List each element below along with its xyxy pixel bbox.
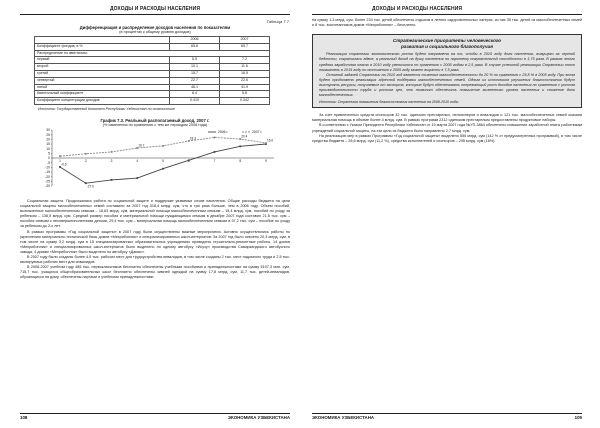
box-source: Источник: Стратегия повышения благосостояния населения на 2008-2010 годы <box>319 100 459 105</box>
table-row-label: Коэффициент концентрации доходов <box>35 98 170 105</box>
y-tick-label: 30 <box>46 128 50 133</box>
table-header-cell <box>35 37 170 44</box>
box-title-line-1: Стратегические приоритеты человеческого <box>392 38 502 44</box>
x-tick-label: 8 <box>239 158 242 163</box>
table-row <box>35 98 270 105</box>
box-title-line-2: развития и социального благополучия <box>400 43 494 49</box>
table-row-label: четвертый <box>35 77 170 84</box>
table-row <box>35 50 270 57</box>
y-tick-label: 15 <box>46 142 50 147</box>
table-row <box>35 84 270 91</box>
y-tick-label: -25 <box>45 179 50 184</box>
paragraph-2: В рамках программы «Год социальной защиты» в 2007 году были осуществлены важные мероприятия. Активно осуществлялись работы по укреплению материально-технической базы домов «Мехрибонлик» и специализированных школ-интернатов. За 2007 год было освоено 20,3 млрд. сум, в том числе на сумму 3,2 млрд. сум в 15 специализированных образовательных учреждениях проведены строительно-ремонтные работы, 14 домов «Мехрибонлик» и специализированных школ-интернатов было выделено по одному автобусу «Исузу» производства Самаркандского автобусного завода, 4 домам «Мехрибонлик» было выделено по автобусу «Дамас». <box>20 229 290 254</box>
chart-subtitle: (% изменения по сравнению с тем же периодом 2006 года) <box>102 122 208 127</box>
table-row-label: третий <box>35 70 170 77</box>
table-cell: 8.4 <box>170 91 220 98</box>
x-tick-label: 9 <box>265 158 267 163</box>
right-page <box>300 0 600 428</box>
data-point <box>59 155 61 157</box>
series-line-2006 <box>60 144 266 183</box>
table-row <box>35 77 270 84</box>
x-tick-label: 5 <box>162 158 164 163</box>
table-row-label: Распределение по квинтилям: <box>35 50 270 57</box>
box-paragraph-2: Основной задачей Стратегии на 2010 год является снижение малообеспеченности до 20 % по сравнению с 25,8 % в 2005 году. При этом будет продолжена реализация адресной поддержки малообеспеченных семей. Одним из источников улучшения благосостояния будут выступать ресурсы, получаемые от экспорта, которые будут обеспечивать опережающий рост доходов населения по сравнению с ростом производительности труда и ростом цен, что позволит обеспечить повышение жизненного уровня населения и снижение доли малообеспеченных. <box>319 72 575 98</box>
data-point <box>111 179 113 181</box>
table-cell: 15.7 <box>170 70 220 77</box>
y-tick-label: 10 <box>46 146 50 151</box>
y-tick-label: 20 <box>46 137 50 142</box>
right-page-number: 109 <box>574 415 582 420</box>
table-row <box>35 57 270 64</box>
data-label: 18.3 <box>189 136 196 141</box>
x-tick-label: 4 <box>136 158 139 163</box>
data-point <box>85 153 87 155</box>
box-paragraph-1: Реализация стратегии экономического роста будет направлена на то, чтобы в 2015 году доля населения, живущего за чертой бедности, сократилась вдвое, а реальный доход на душу населения по паритету покупательной способности в 1,75 раза. В рамках этого средняя заработная плата в 2010 году увеличится по сравнению с 2005 годом в 2,5 раза. В случае успешной реализации Стратегии этот показатель в 2015 году по отношению к 2005 году может вырасти в 7,5 раза. <box>319 52 575 72</box>
real-income-line-chart <box>38 127 284 189</box>
data-label: 20.4 <box>241 134 248 139</box>
y-tick-label: -30 <box>45 184 50 189</box>
table-subtitle: (в процентах к общему уровню доходов) <box>119 30 191 34</box>
left-footer <box>20 413 290 421</box>
paragraph-3: В 2007 году были созданы более 4,5 тыс. рабочих мест для трудоустройства инвалидов, в том числе созданы 2 тыс. мест надомного труда и 2,5 тыс. квотируемых рабочих мест для инвалидов. <box>20 255 290 265</box>
data-label: 16.0 <box>267 138 274 143</box>
table-cell: 0.342 <box>220 98 270 105</box>
table-row-label: Квинтильный коэффициент <box>35 91 170 98</box>
data-point <box>188 159 190 161</box>
legend-label: 2006 г. <box>218 130 229 135</box>
table-row <box>35 70 270 77</box>
table-cell: 46.1 <box>170 84 220 91</box>
data-point <box>239 145 241 147</box>
table-header-row <box>35 37 270 44</box>
data-point <box>162 145 164 147</box>
table-cell: 5.8 <box>220 91 270 98</box>
table-title: Дифференциация и распределение доходов населения по показателям <box>79 25 231 30</box>
data-point <box>136 177 138 179</box>
left-running-header: ДОХОДЫ И РАСХОДЫ НАСЕЛЕНИЯ <box>20 6 290 15</box>
y-tick-label: -20 <box>45 174 50 179</box>
table-cell: 65.7 <box>220 43 270 50</box>
right-paragraph-2: В соответствии с Указом Президента Республики Узбекистан от 19 марта 2007 года №УП-3864 обеспечено повышение заработной платы работникам учреждений социальной защиты, на эти цели из бюджета было направлено 2,7 млрд. сум. <box>312 123 582 133</box>
y-tick-label: -5 <box>46 160 50 165</box>
left-footer-title: ЭКОНОМИКА УЗБЕКИСТАНА <box>227 415 290 420</box>
y-tick-label: 25 <box>46 132 50 137</box>
table-row-label: первый <box>35 57 170 64</box>
right-paragraph-1: За счет привлеченных средств спонсоров 32 тыс. одиноких престарелых, пенсионеров и инвалидов и 121 тыс. малообеспеченных семей оказана материальная помощь в объеме более 4 млрд. сум. В рамках программ 2312 одиноким престарелым предоставлены продуктовые наборы. <box>312 113 582 123</box>
y-tick-label: 0 <box>48 156 50 161</box>
y-tick-label: -15 <box>45 170 50 175</box>
table-cell: 22.7 <box>170 77 220 84</box>
table-cell: 10.1 <box>170 64 220 71</box>
table-cell: 65.6 <box>170 43 220 50</box>
table-label: Таблица 7.7. <box>266 19 290 24</box>
data-label: -27.0 <box>86 184 95 189</box>
left-page-number: 108 <box>20 415 28 420</box>
x-tick-label: 1 <box>59 158 61 163</box>
paragraph-4: В 2006-2007 учебном году 485 тыс. первоклассников бесплатно обеспечены учебными пособиями и принадлежностями на сумму 5197,3 млн. сум, 715,7 тыс. учащихся общеобразовательных школ бесплатно обеспечены зимней одеждой на сумму 17,8 млрд. сум, 11,7 тыс. детей-инвалидов, обучающихся на дому, обеспечены партами и учебными принадлежностями <box>20 265 290 280</box>
data-point <box>214 151 216 153</box>
table-cell: 0.410 <box>170 98 220 105</box>
table-source: Источник: Государственный Комитет Республики Узбекистан по статистике <box>38 106 175 111</box>
income-distribution-table <box>34 36 270 105</box>
data-point <box>111 151 113 153</box>
y-tick-label: -10 <box>45 165 50 170</box>
table-row-label: пятый <box>35 84 170 91</box>
right-intro-paragraph: на сумму 1,3 млрд. сум, более 234 тыс. детей обеспечены отдыхом в летних оздоровительных лагерях, из них 35 тыс. детей из малообеспеченных семей и 8 тыс. воспитанников домов «Мехрибонлик» – бесплатно. <box>312 18 582 28</box>
table-row-label: Коэффициент фондов, в % <box>35 43 170 50</box>
table-cell: 5.5 <box>170 57 220 64</box>
table-row <box>35 91 270 98</box>
paragraph-1: Социальная защита. Продолжалась работа по социальной защите и поддержке уязвимых слоев населения. Общие расходы бюджета на цели социальной защиты малообеспеченных семей составили за 2007 год 318,4 млрд. сум, что в три раза больше, чем в 2006 году. Объем пособий, выплаченных малообеспеченным семьям – 18,63 млрд. сум, материальной помощи малообеспеченным семьям – 15,4 млрд. сум, пособий по уходу за ребенком – 136,5 млрд. сум. Средний размер пособия и материальной помощи нуждающимся семьям в декабре 2007 года составил 21,5 тыс. сум – пособия семьям с несовершеннолетними детьми, 29,4 тыс. сум – материальная помощь малообеспеченным семьям и 37,2 тыс. сум – пособие по уходу за ребенком до 2-х лет. <box>20 198 290 229</box>
table-cell: 22.6 <box>220 77 270 84</box>
chart-title: График 7.3. Реальный располагаемый доход, 2007 г. <box>100 117 210 123</box>
x-tick-label: 3 <box>110 158 113 163</box>
right-running-header: ДОХОДЫ И РАСХОДЫ НАСЕЛЕНИЯ <box>312 6 582 15</box>
series-line-2007 <box>60 137 266 156</box>
y-tick-label: 5 <box>48 151 50 156</box>
table-cell: 41.9 <box>220 84 270 91</box>
table-row-label: второй <box>35 64 170 71</box>
strategy-box <box>312 34 582 108</box>
table-cell: 11.6 <box>220 64 270 71</box>
table-row <box>35 43 270 50</box>
data-point <box>214 137 216 139</box>
x-tick-label: 7 <box>213 158 216 163</box>
table-header-cell: 2007 <box>220 37 270 44</box>
data-label: 10.7 <box>138 143 145 148</box>
right-footer <box>312 413 582 421</box>
table-cell: 16.5 <box>220 70 270 77</box>
table-cell: 7.2 <box>220 57 270 64</box>
table-row <box>35 64 270 71</box>
table-header-cell: 2006 <box>170 37 220 44</box>
x-tick-label: 2 <box>84 158 87 163</box>
data-label: -9.6 <box>61 162 67 167</box>
legend-label: 2007 г. <box>252 130 263 135</box>
right-footer-title: ЭКОНОМИКА УЗБЕКИСТАНА <box>312 415 375 420</box>
data-point <box>162 168 164 170</box>
right-paragraph-3: На реализацию мер в рамках Программы «Год социальной защиты» выделено 555 млрд. сум (142 % от предусмотренных программой), в том числе средства бюджета – 28,6 млрд. сум (11,2 %), средства исполнителей и спонсоров – 295 млрд. сум (18%). <box>312 133 582 143</box>
